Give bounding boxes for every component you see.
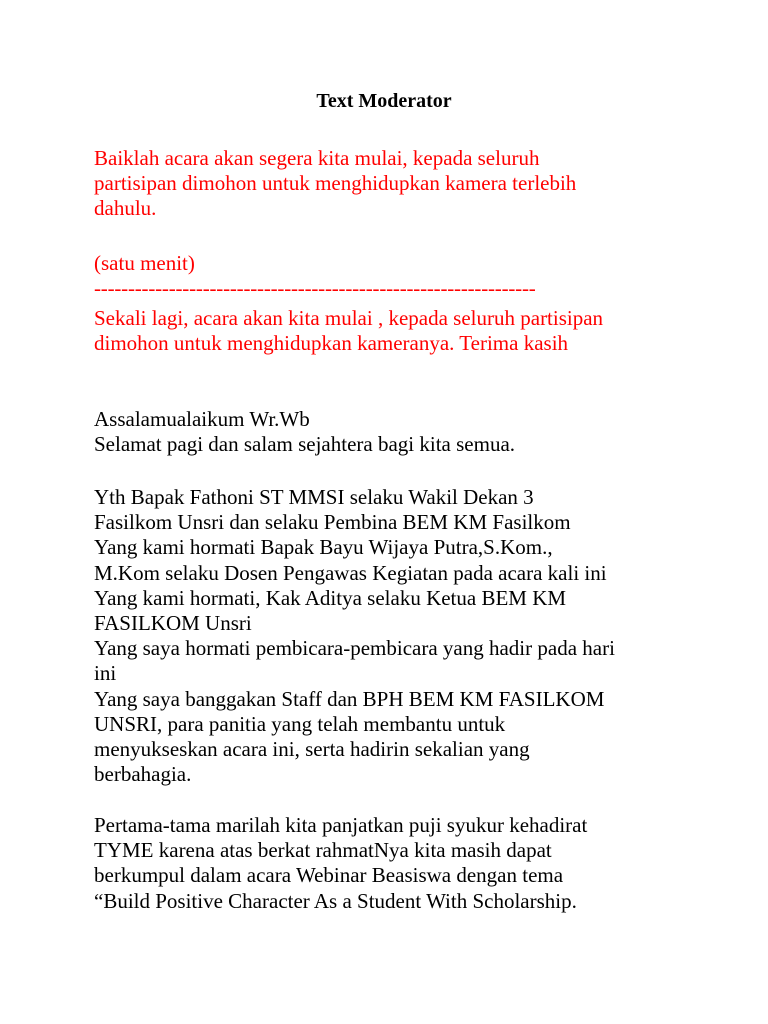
document-title: Text Moderator — [316, 90, 452, 112]
greeting-line: Selamat pagi dan salam sejahtera bagi kita semua. — [94, 432, 516, 457]
instruction-line: Baiklah acara akan segera kita mulai, kepada seluruh — [94, 146, 540, 170]
instruction-line: partisipan dimohon untuk menghidupkan kamera terlebih — [94, 171, 577, 196]
instruction-line: dahulu. — [94, 196, 157, 221]
salutation-line: berbahagia. — [94, 762, 192, 787]
salutations-paragraph — [94, 485, 694, 787]
opening-line: TYME karena atas berkat rahmatNya kita masih dapat — [94, 838, 552, 863]
salutation-line: Yang saya hormati pembicara-pembicara yang hadir pada hari — [94, 636, 615, 661]
greeting-paragraph — [94, 407, 694, 457]
salutation-line: Yang saya banggakan Staff dan BPH BEM KM FASILKOM — [94, 686, 605, 711]
opening-line: Pertama-tama marilah kita panjatkan puji syukur kehadirat — [94, 813, 588, 837]
opening-paragraph — [94, 813, 694, 914]
opening-line: berkumpul dalam acara Webinar Beasiswa dengan tema — [94, 863, 564, 888]
greeting-line: Assalamualaikum Wr.Wb — [94, 407, 310, 431]
salutation-line: M.Kom selaku Dosen Pengawas Kegiatan pada acara kali ini — [94, 560, 607, 585]
pause-note: (satu menit) — [94, 251, 195, 275]
opening-line: “Build Positive Character As a Student With Scholarship. — [94, 888, 577, 913]
salutation-line: UNSRI, para panitia yang telah membantu untuk — [94, 711, 506, 736]
instruction-line: dimohon untuk menghidupkan kameranya. Terima kasih — [94, 331, 569, 356]
salutation-line: Yth Bapak Fathoni ST MMSI selaku Wakil Dekan 3 — [94, 485, 534, 509]
salutation-line: Fasilkom Unsri dan selaku Pembina BEM KM Fasilkom — [94, 510, 571, 535]
salutation-line: Yang kami hormati Bapak Bayu Wijaya Putra,S.Kom., — [94, 535, 553, 560]
pause-note-block — [94, 251, 694, 301]
salutation-line: FASILKOM Unsri — [94, 611, 252, 636]
salutation-line: ini — [94, 661, 117, 686]
instruction-paragraph-2 — [94, 306, 694, 356]
salutation-line: menyukseskan acara ini, serta hadirin sekalian yang — [94, 737, 530, 762]
instruction-paragraph-1 — [94, 146, 694, 222]
salutation-line: Yang kami hormati, Kak Aditya selaku Ketua BEM KM — [94, 585, 567, 610]
separator-line: ----------------------------------------------------------------- — [94, 276, 536, 301]
instruction-line: Sekali lagi, acara akan kita mulai , kepada seluruh partisipan — [94, 306, 604, 330]
